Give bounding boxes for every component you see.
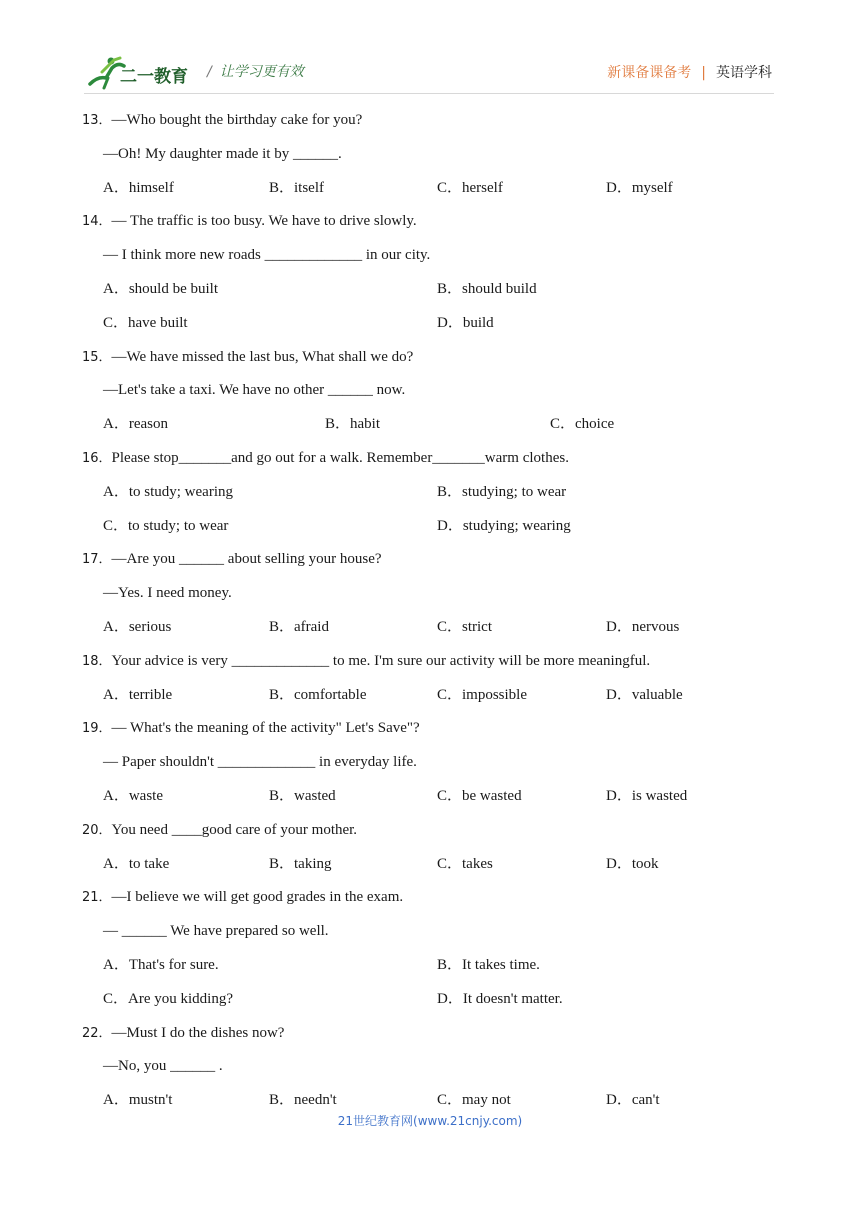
question-text: —Let's take a taxi. We have no other ______ now. (103, 382, 406, 399)
answer-option[interactable]: D．It doesn't matter. (437, 990, 563, 1007)
question-stem (82, 645, 782, 679)
question-line (82, 239, 782, 273)
answer-option[interactable]: C．may not (437, 1092, 511, 1109)
question-text: —Must I do the dishes now? (111, 1024, 285, 1041)
answer-option[interactable]: A．terrible (103, 686, 173, 703)
header-divider: | (701, 65, 706, 81)
question-stem (82, 205, 782, 239)
question-text: —Oh! My daughter made it by ______. (103, 145, 342, 162)
options-row (82, 983, 782, 1017)
options-row (82, 307, 782, 341)
answer-option[interactable]: D．valuable (606, 686, 683, 703)
answer-option[interactable]: A．reason (103, 416, 168, 433)
answer-option[interactable]: C．to study; to wear (103, 517, 229, 534)
answer-option[interactable]: D．build (437, 314, 494, 331)
question-stem (82, 341, 782, 375)
question-line (82, 915, 782, 949)
header-rule (84, 93, 774, 94)
options-row (82, 780, 782, 814)
question-line (82, 577, 782, 611)
question-number: 21． (82, 890, 112, 906)
logo-text: 二一教育 (120, 67, 188, 87)
question-stem (82, 104, 782, 138)
answer-option[interactable]: B．studying; to wear (437, 483, 567, 500)
question-stem (82, 881, 782, 915)
answer-option[interactable]: B．taking (269, 855, 332, 872)
answer-option[interactable]: C．herself (437, 179, 503, 196)
slogan-text: 让学习更有效 (219, 64, 304, 80)
answer-option[interactable]: C．have built (103, 314, 188, 331)
header-subject (607, 62, 772, 82)
question-text: —Who bought the birthday cake for you? (111, 112, 363, 128)
question-text: You need ____good care of your mother. (111, 821, 358, 838)
answer-option[interactable]: C．impossible (437, 686, 528, 703)
header-slogan: / 让学习更有效 (207, 64, 304, 80)
options-row (82, 510, 782, 544)
answer-option[interactable]: C．be wasted (437, 787, 522, 804)
question-number: 14． (82, 214, 112, 230)
question-stem (82, 543, 782, 577)
answer-option[interactable]: C．takes (437, 855, 493, 872)
answer-option[interactable]: C．choice (550, 416, 615, 433)
question-number: 17． (82, 552, 112, 568)
options-row (82, 172, 782, 206)
question-text: — ______ We have prepared so well. (103, 923, 329, 940)
answer-option[interactable]: D．took (606, 855, 659, 872)
question-text: Your advice is very _____________ to me. I'm sure our activity will be more meaningful. (111, 652, 651, 669)
question-text: Please stop_______and go out for a walk. Remember_______warm clothes. (111, 449, 569, 466)
options-row (82, 476, 782, 510)
question-stem (82, 1017, 782, 1051)
question-stem (82, 814, 782, 848)
question-number: 19． (82, 721, 112, 737)
answer-option[interactable]: D．nervous (606, 618, 680, 635)
question-text: —We have missed the last bus, What shall we do? (111, 348, 414, 365)
answer-option[interactable]: B．itself (269, 179, 324, 196)
options-row (82, 611, 782, 645)
question-text: —Are you ______ about selling your house? (111, 551, 382, 568)
question-number: 22． (82, 1025, 112, 1041)
options-row (82, 273, 782, 307)
question-line (82, 1050, 782, 1084)
answer-option[interactable]: A．to take (103, 855, 170, 872)
answer-option[interactable]: D．studying; wearing (437, 517, 571, 534)
question-text: — What's the meaning of the activity" Let's Save"? (111, 720, 420, 737)
question-stem (82, 442, 782, 476)
question-stem (82, 712, 782, 746)
answer-option[interactable]: D．can't (606, 1092, 660, 1109)
answer-option[interactable]: B．comfortable (269, 686, 367, 703)
page-header (0, 0, 860, 100)
answer-option[interactable]: C．Are you kidding? (103, 990, 233, 1007)
question-number: 20． (82, 822, 112, 838)
answer-option[interactable]: B．It takes time. (437, 956, 540, 973)
header-course-label: 新课备课备考 (607, 65, 692, 81)
answer-option[interactable]: A．to study; wearing (103, 483, 233, 500)
answer-option[interactable]: A．waste (103, 787, 163, 804)
options-row (82, 679, 782, 713)
question-number: 18． (82, 653, 112, 669)
question-number: 16． (82, 450, 112, 466)
question-text: — The traffic is too busy. We have to drive slowly. (111, 213, 417, 230)
answer-option[interactable]: B．wasted (269, 787, 336, 804)
question-text: — Paper shouldn't _____________ in everyday life. (103, 754, 417, 771)
question-line (82, 374, 782, 408)
options-row (82, 408, 782, 442)
answer-option[interactable]: B．needn't (269, 1092, 337, 1109)
answer-option[interactable]: C．strict (437, 618, 492, 635)
question-number: 13． (82, 113, 112, 128)
answer-option[interactable]: A．himself (103, 179, 174, 196)
answer-option[interactable]: A．That's for sure. (103, 956, 219, 973)
answer-option[interactable]: A．should be built (103, 280, 218, 297)
options-row (82, 848, 782, 882)
question-text: — I think more new roads _____________ in our city. (103, 247, 431, 264)
header-subject-label: 英语学科 (716, 65, 772, 81)
answer-option[interactable]: B．afraid (269, 618, 329, 635)
question-text: —No, you ______ . (103, 1058, 223, 1075)
answer-option[interactable]: D．is wasted (606, 787, 688, 804)
question-text: —Yes. I need money. (103, 585, 232, 602)
answer-option[interactable]: A．mustn't (103, 1092, 173, 1109)
question-text: —I believe we will get good grades in the exam. (111, 889, 404, 906)
answer-option[interactable]: B．habit (325, 416, 380, 433)
question-list (82, 104, 782, 1118)
page-footer: 21世纪教育网(www.21cnjy.com) (337, 1114, 523, 1128)
answer-option[interactable]: A．serious (103, 618, 172, 635)
answer-option[interactable]: B．should build (437, 280, 537, 297)
question-line (82, 138, 782, 172)
question-line (82, 746, 782, 780)
answer-option[interactable]: D．myself (606, 179, 673, 196)
question-number: 15． (82, 349, 112, 365)
options-row (82, 949, 782, 983)
